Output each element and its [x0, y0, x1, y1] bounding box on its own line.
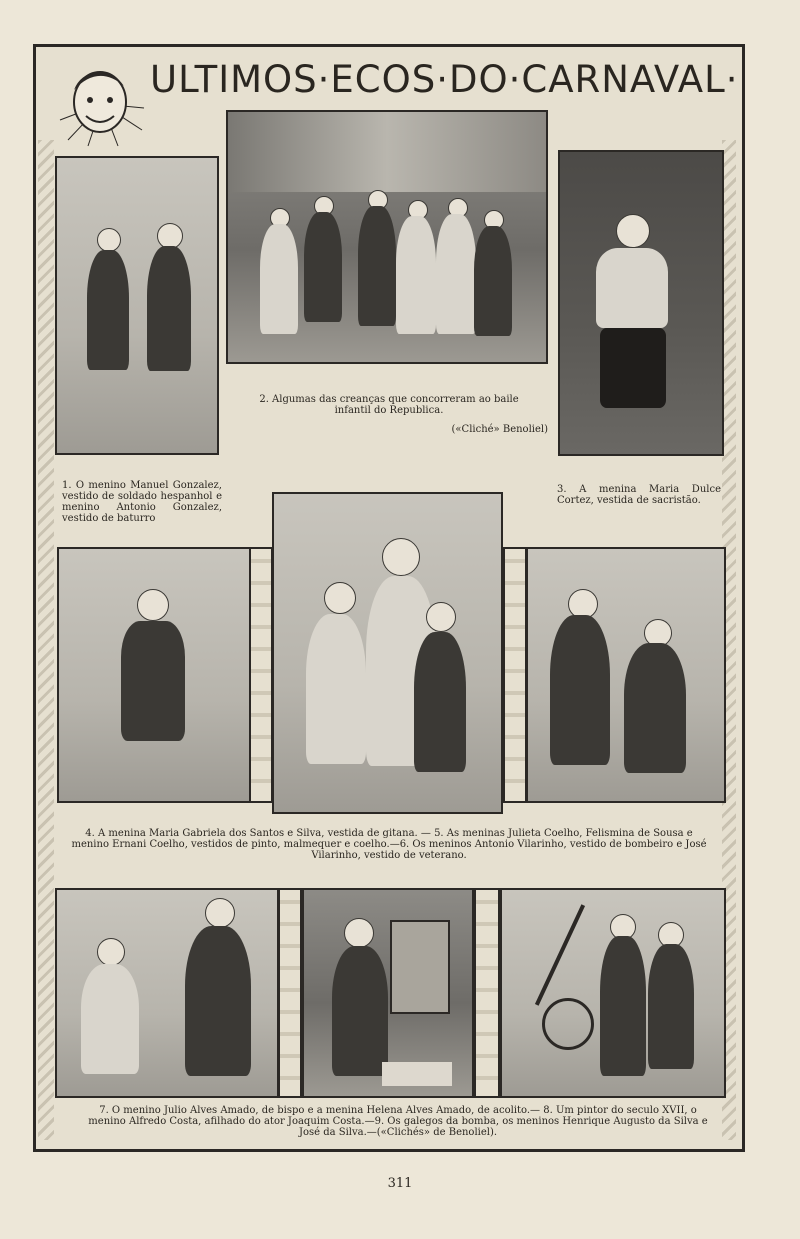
vine-ornament	[503, 547, 527, 803]
photo-5	[272, 492, 503, 814]
photo-2	[226, 110, 548, 364]
vine-ornament	[278, 888, 302, 1098]
page-number: 311	[387, 1176, 413, 1191]
caption-7-8-9: 7. O menino Julio Alves Amado, de bispo e a menina Helena Alves Amado, de acolito.— 8. Um pintor do seculo XVII, o menino Alfredo Costa, afilhado do ator Joaquim Costa.—9. Os galegos da bomba, os meninos Henrique Augusto da Silva e José da Silva.—(«Clichés» de Benoliel).	[88, 1105, 708, 1138]
caption-2-credit: («Cliché» Benoliel)	[451, 424, 548, 435]
moon-face-icon	[58, 60, 146, 148]
photo-1	[55, 156, 219, 455]
caption-3: 3. A menina Maria Dulce Cortez, vestida de sacristão.	[557, 484, 721, 506]
left-border-ornament	[38, 140, 54, 1140]
photo-6	[526, 547, 726, 803]
caption-2: 2. Algumas das creanças que concorreram ao baile infantil do Republica.	[259, 394, 519, 416]
photo-7	[55, 888, 279, 1098]
photo-8	[302, 888, 474, 1098]
photo-3	[558, 150, 724, 456]
vine-ornament	[474, 888, 500, 1098]
page-title: ULTIMOS·ECOS·DO·CARNAVAL·	[150, 58, 739, 101]
photo-4	[57, 547, 251, 803]
photo-9	[500, 888, 726, 1098]
caption-4-5-6: 4. A menina Maria Gabriela dos Santos e Silva, vestida de gitana. — 5. As meninas Julieta Coelho, Felismina de Sousa e menino Ernani Coelho, vestidos de pinto, malmequer e coelho.—6. Os meninos Antonio Vilarinho, vestido de bombeiro e José Vilarinho, vestido de veterano.	[71, 828, 707, 861]
vine-ornament	[249, 547, 273, 803]
caption-1: 1. O menino Manuel Gonzalez, vestido de soldado hespanhol e menino Antonio Gonzalez, vestido de baturro	[62, 480, 222, 524]
